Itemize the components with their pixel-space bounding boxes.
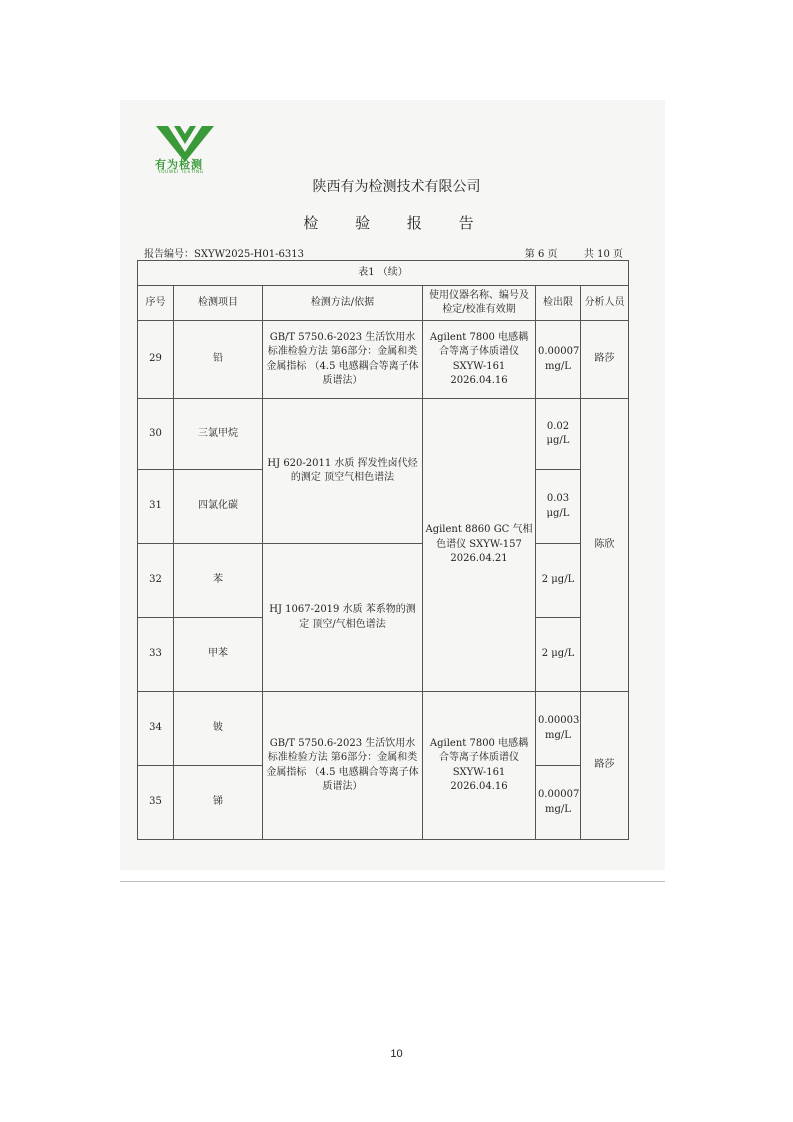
row-item: 苯	[174, 544, 263, 618]
results-table	[137, 260, 629, 840]
row-item: 甲苯	[174, 618, 263, 692]
row-item: 四氯化碳	[174, 470, 263, 544]
analyst-cell: 陈欣	[581, 399, 629, 692]
header-instrument: 使用仪器名称、编号及检定/校准有效期	[423, 286, 536, 321]
method-cell: GB/T 5750.6-2023 生活饮用水标准检验方法 第6部分：金属和类金属指标 （4.5 电感耦合等离子体质谱法）	[263, 692, 423, 840]
header-item: 检测项目	[174, 286, 263, 321]
header-no: 序号	[138, 286, 174, 321]
table-row	[138, 321, 629, 399]
header-method: 检测方法/依据	[263, 286, 423, 321]
method-cell: HJ 620-2011 水质 挥发性卤代烃的测定 顶空气相色谱法	[263, 399, 423, 544]
limit-cell: 0.00007 mg/L	[536, 766, 581, 840]
report-number: 报告编号：SXYW2025-H01-6313	[144, 249, 304, 260]
row-no: 29	[138, 321, 174, 399]
limit-cell: 0.00007 mg/L	[536, 321, 581, 399]
row-item: 铅	[174, 321, 263, 399]
table-caption: 表1 （续）	[138, 261, 629, 286]
instrument-cell: Agilent 8860 GC 气相色谱仪 SXYW-157 2026.04.21	[423, 399, 536, 692]
header-limit: 检出限	[536, 286, 581, 321]
row-no: 31	[138, 470, 174, 544]
table-header	[138, 286, 629, 321]
table-row	[138, 399, 629, 470]
page-info	[525, 245, 623, 260]
analyst-cell: 路莎	[581, 692, 629, 840]
total-pages: 共 10 页	[583, 249, 623, 260]
limit-cell: 2 μg/L	[536, 544, 581, 618]
limit-cell: 0.02 μg/L	[536, 399, 581, 470]
row-no: 34	[138, 692, 174, 766]
row-no: 33	[138, 618, 174, 692]
row-no: 32	[138, 544, 174, 618]
table-row	[138, 544, 629, 618]
header-analyst: 分析人员	[581, 286, 629, 321]
analyst-cell: 路莎	[581, 321, 629, 399]
row-item: 铍	[174, 692, 263, 766]
instrument-cell: Agilent 7800 电感耦合等离子体质谱仪 SXYW-161 2026.04.16	[423, 321, 536, 399]
table-row	[138, 692, 629, 766]
row-item: 三氯甲烷	[174, 399, 263, 470]
instrument-cell: Agilent 7800 电感耦合等离子体质谱仪 SXYW-161 2026.04.16	[423, 692, 536, 840]
company-name: 陕西有为检测技术有限公司	[312, 179, 481, 195]
footer-page-number: 10	[390, 1048, 403, 1060]
logo-english-text: YOUWEI TESTING	[158, 170, 204, 175]
row-item: 锑	[174, 766, 263, 840]
method-cell: HJ 1067-2019 水质 苯系物的测定 顶空/气相色谱法	[263, 544, 423, 692]
limit-cell: 0.03 μg/L	[536, 470, 581, 544]
method-cell: GB/T 5750.6-2023 生活饮用水标准检验方法 第6部分：金属和类金属指标 （4.5 电感耦合等离子体质谱法）	[263, 321, 423, 399]
report-title: 检 验 报 告	[303, 214, 490, 232]
current-page: 第 6 页	[524, 249, 558, 260]
row-no: 35	[138, 766, 174, 840]
footer-divider	[120, 881, 665, 882]
row-no: 30	[138, 399, 174, 470]
limit-cell: 2 μg/L	[536, 618, 581, 692]
logo-chinese-text: 有为检测	[155, 158, 203, 171]
limit-cell: 0.00003 mg/L	[536, 692, 581, 766]
